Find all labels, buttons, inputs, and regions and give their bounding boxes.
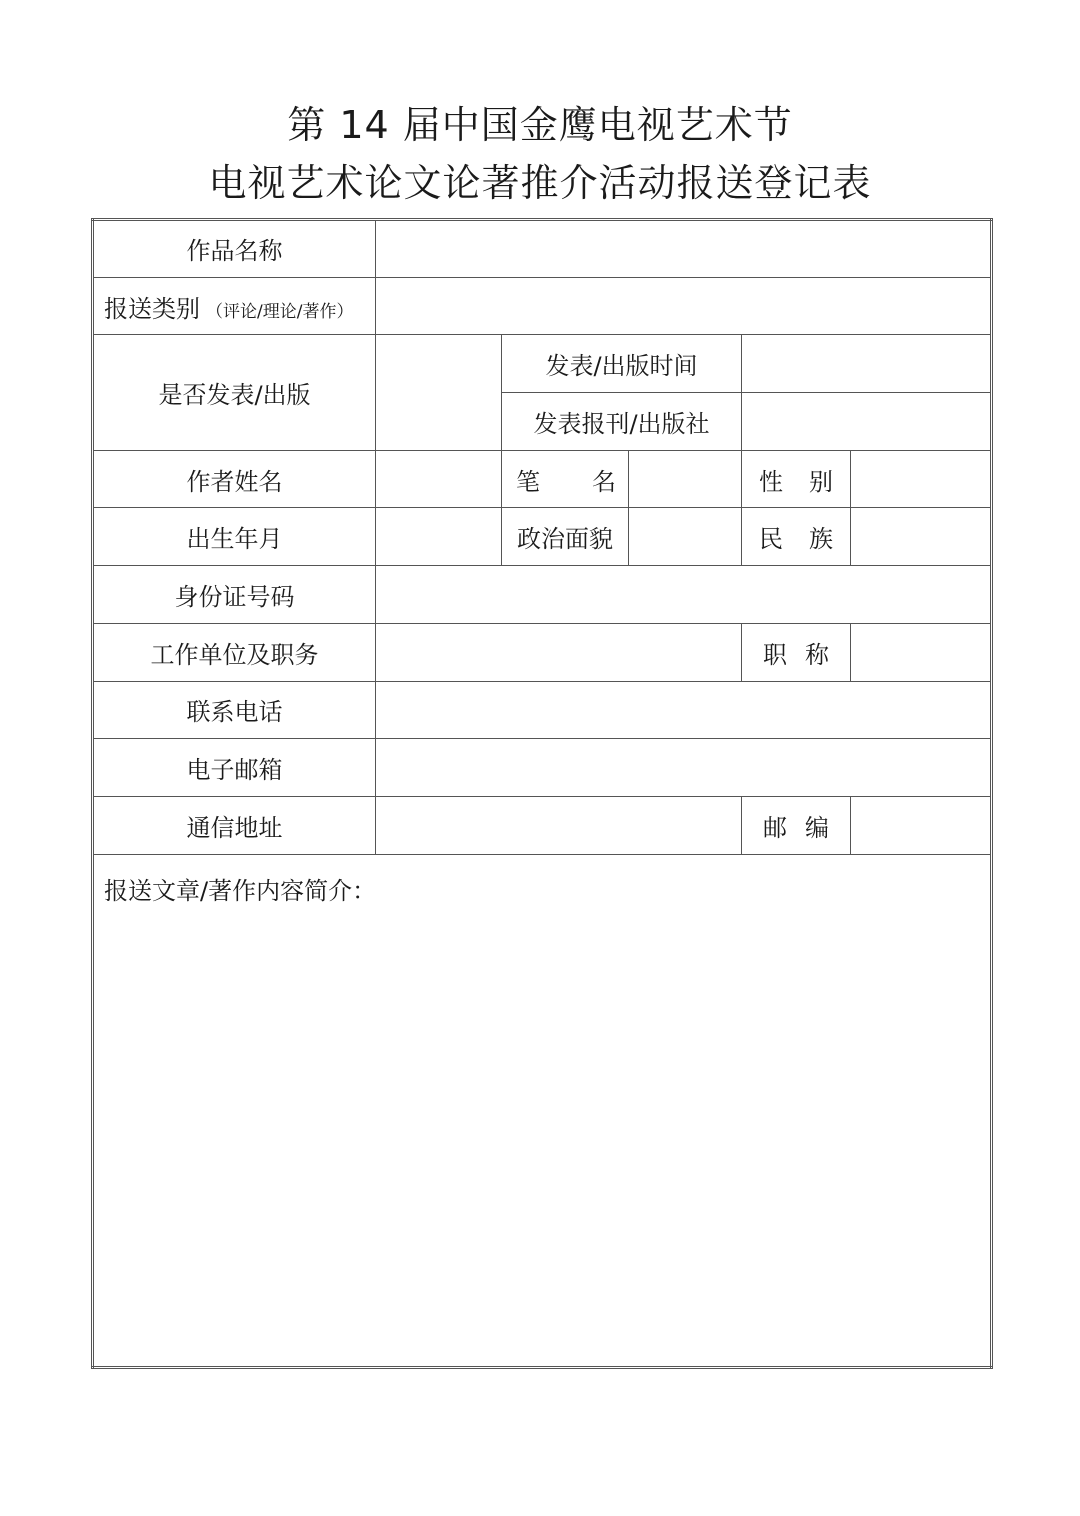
- label-address: 通信地址: [93, 796, 376, 854]
- label-postcode: [742, 796, 851, 854]
- field-id-number[interactable]: [376, 566, 992, 624]
- field-workplace[interactable]: [376, 623, 742, 681]
- row-birth: [93, 508, 992, 566]
- label-ethnicity-char-1: 民: [759, 525, 783, 554]
- label-gender-char-1: 性: [759, 467, 783, 496]
- title-line-1: 第 14 届中国金鹰电视艺术节: [287, 103, 793, 147]
- row-workplace: [93, 623, 992, 681]
- row-phone: [93, 681, 992, 739]
- row-author: [93, 450, 992, 508]
- row-published-time: [93, 335, 992, 393]
- label-work-name: 作品名称: [93, 220, 376, 278]
- label-ethnicity: [742, 508, 851, 566]
- label-job-title-char-2: 称: [805, 640, 829, 669]
- label-birth: 出生年月: [93, 508, 376, 566]
- label-publish-time: 发表/出版时间: [502, 335, 742, 393]
- label-political: 政治面貌: [502, 508, 629, 566]
- field-birth[interactable]: [376, 508, 502, 566]
- label-ethnicity-char-2: 族: [809, 525, 833, 554]
- label-id-number: 身份证号码: [93, 566, 376, 624]
- label-category-note: （评论/理论/著作）: [206, 301, 354, 322]
- field-published[interactable]: [376, 335, 502, 450]
- row-email: [93, 739, 992, 797]
- row-category: [93, 277, 992, 335]
- form-title: [0, 96, 1080, 212]
- label-postcode-char-2: 编: [805, 813, 829, 842]
- label-author-name: 作者姓名: [93, 450, 376, 508]
- field-phone[interactable]: [376, 681, 992, 739]
- field-ethnicity[interactable]: [851, 508, 992, 566]
- field-pen-name[interactable]: [629, 450, 742, 508]
- row-summary: [93, 854, 992, 1367]
- field-publisher[interactable]: [742, 393, 992, 451]
- registration-form-table: [91, 218, 993, 1369]
- field-author-name[interactable]: [376, 450, 502, 508]
- field-email[interactable]: [376, 739, 992, 797]
- row-address: [93, 796, 992, 854]
- label-category: [93, 277, 376, 335]
- label-category-text: 报送类别: [104, 294, 200, 323]
- label-gender-char-2: 别: [809, 467, 833, 496]
- label-gender: [742, 450, 851, 508]
- field-job-title[interactable]: [851, 623, 992, 681]
- row-id-number: [93, 566, 992, 624]
- label-pen-name: [502, 450, 629, 508]
- label-phone: 联系电话: [93, 681, 376, 739]
- title-line-2: 电视艺术论文论著推介活动报送登记表: [208, 161, 872, 205]
- label-publisher: 发表报刊/出版社: [502, 393, 742, 451]
- label-job-title-char-1: 职: [763, 640, 787, 669]
- field-gender[interactable]: [851, 450, 992, 508]
- label-job-title: [742, 623, 851, 681]
- field-summary[interactable]: [93, 854, 992, 1367]
- field-work-name[interactable]: [376, 220, 992, 278]
- label-pen-name-char-2: 名: [592, 467, 616, 496]
- label-pen-name-char-1: 笔: [516, 467, 540, 496]
- label-workplace: 工作单位及职务: [93, 623, 376, 681]
- label-postcode-char-1: 邮: [763, 813, 787, 842]
- field-address[interactable]: [376, 796, 742, 854]
- label-email: 电子邮箱: [93, 739, 376, 797]
- label-published: 是否发表/出版: [93, 335, 376, 450]
- field-publish-time[interactable]: [742, 335, 992, 393]
- field-category[interactable]: [376, 277, 992, 335]
- field-postcode[interactable]: [851, 796, 992, 854]
- label-summary: 报送文章/著作内容简介：: [104, 876, 377, 905]
- field-political[interactable]: [629, 508, 742, 566]
- row-work-name: [93, 220, 992, 278]
